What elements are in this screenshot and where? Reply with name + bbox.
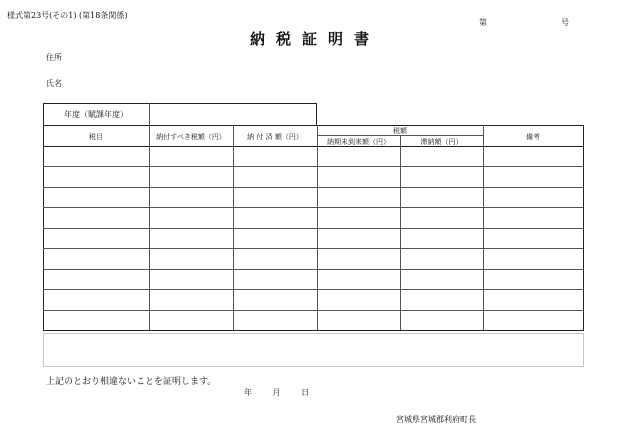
column-divider — [400, 135, 401, 330]
header-amount-due: 納付すべき税額（円） — [156, 133, 226, 141]
table-bottom-border — [43, 330, 584, 331]
certificate-number-prefix: 第 — [479, 18, 487, 27]
row-divider — [43, 228, 583, 229]
fiscal-year-label: 年度（賦課年度） — [64, 110, 128, 119]
row-divider — [43, 248, 583, 249]
table-right-border — [583, 125, 584, 331]
row-divider — [43, 269, 583, 270]
notes-box — [43, 333, 584, 367]
row-divider — [43, 166, 583, 167]
header-remarks: 備考 — [526, 133, 540, 141]
header-tax-item: 税目 — [89, 133, 103, 141]
issue-date — [244, 387, 327, 398]
name-label: 氏名 — [46, 79, 62, 88]
address-label: 住所 — [46, 53, 62, 62]
header-delinquent: 滞納額（円） — [420, 138, 463, 146]
date-year-label: 年 — [244, 388, 252, 397]
form-number-label: 様式第23号(その1) (第18条関係) — [7, 11, 128, 20]
table-top-border — [43, 125, 583, 126]
date-day-label: 日 — [301, 388, 310, 397]
row-divider — [43, 207, 583, 208]
row-divider — [43, 187, 583, 188]
header-amount-paid: 納 付 済 額（円） — [247, 133, 303, 141]
row-divider — [43, 289, 583, 290]
year-box-right-border — [316, 103, 317, 125]
header-bottom-border — [43, 146, 583, 147]
certification-statement: 上記のとおり相違ないことを証明します。 — [46, 377, 217, 387]
year-box-divider — [149, 103, 150, 125]
issuer-name: 宮城県宮城郡利府町長 — [396, 415, 476, 424]
certificate-number-suffix: 号 — [561, 18, 569, 27]
date-month-label: 月 — [272, 388, 281, 397]
year-box-left-border — [43, 103, 44, 125]
row-divider — [43, 310, 583, 311]
page-title: 納税証明書 — [249, 30, 380, 48]
header-unpaid-group: 税額 — [393, 127, 407, 135]
header-unpaid-not-due: 納期未到来額（円） — [327, 138, 390, 146]
year-box-top-border — [43, 103, 317, 104]
